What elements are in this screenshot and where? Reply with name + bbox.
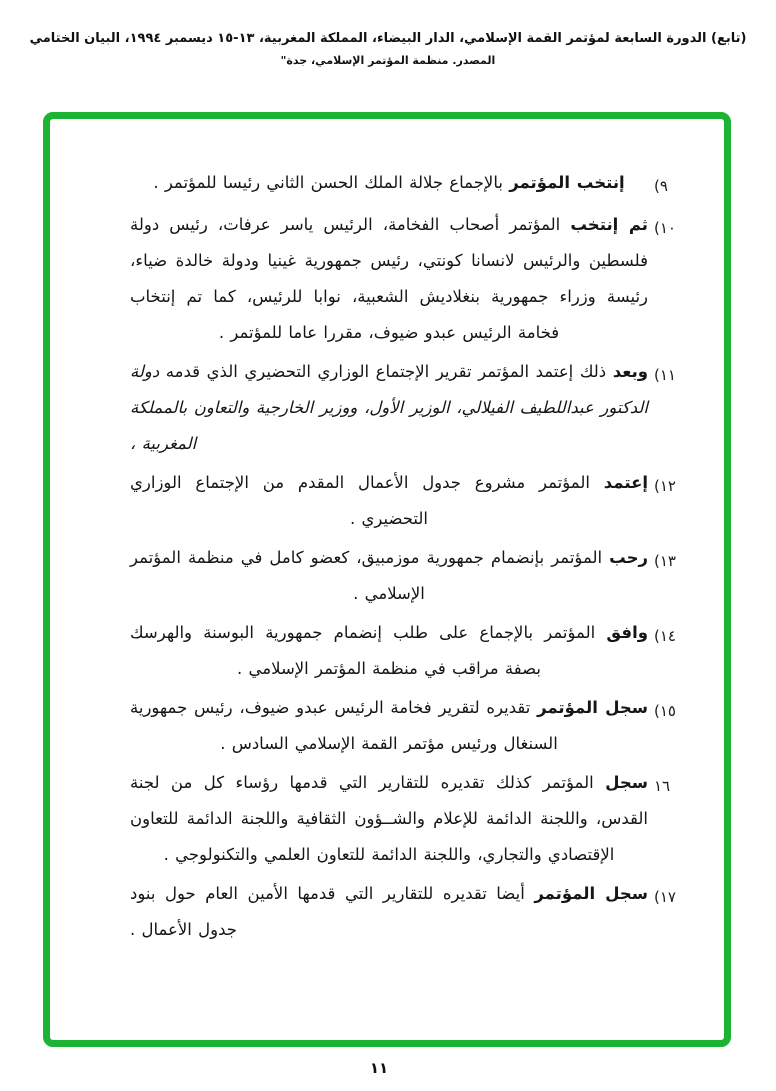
clause-text-9 — [50, 165, 648, 204]
document-title: (تابع) الدورة السابعة لمؤتمر القمة الإسلامي، الدار البيضاء، المملكة المغربية، ١٣-١٥ ديسمبر ١٩٩٤، البيان الختامي — [29, 31, 747, 46]
clause-text-12 — [50, 465, 648, 537]
clause-list — [50, 119, 724, 948]
clause-text-11 — [50, 354, 648, 462]
clause-body-13: المؤتمر بإنضمام جمهورية موزمبيق، كعضو كامل في منظمة المؤتمر الإسلامي . — [130, 548, 603, 603]
clause-lead-12: إعتمد — [603, 473, 648, 492]
clause-lead-16: سجل — [605, 773, 648, 792]
clause-text-10 — [50, 207, 648, 351]
clause-body-12: المؤتمر مشروع جدول الأعمال المقدم من الإجتماع الوزاري التحضيري . — [130, 473, 590, 528]
content-frame — [43, 112, 731, 1047]
clause-item-11 — [50, 354, 724, 462]
clause-item-9 — [50, 165, 724, 204]
clause-lead-15: سجل المؤتمر — [537, 698, 648, 717]
clause-body-10: المؤتمر أصحاب الفخامة، الرئيس ياسر عرفات، رئيس دولة فلسطين والرئيس لانسانا كونتي، رئيس جمهورية غينيا ودولة خالدة ضياء، رئيسة وزراء جمهورية بنغلاديش الشعبية، نوابا للرئيس، كما تم إنتخاب فخامة الرئيس عبدو ضيوف، مقررا عاما للمؤتمر . — [130, 215, 648, 342]
clause-number-13: (١٣ — [654, 552, 676, 570]
clause-text-15 — [50, 690, 648, 762]
clause-lead-14: وافق — [606, 623, 649, 642]
clause-number-17: (١٧ — [654, 888, 676, 906]
clause-lead-17: سجل المؤتمر — [534, 884, 649, 903]
clause-item-15 — [50, 690, 724, 762]
page-number: ١١ — [369, 1059, 389, 1077]
clause-lead-9: إنتخب المؤتمر — [509, 173, 625, 192]
clause-body-17: أيضا تقديره للتقارير التي قدمها الأمين العام حول بنود جدول الأعمال . — [130, 884, 525, 939]
clause-number-11: (١١ — [654, 366, 676, 384]
clause-body-11: ذلك إعتمد المؤتمر تقرير الإجتماع الوزاري التحضيري الذي قدمه — [165, 362, 607, 381]
clause-number-16: ١٦ — [654, 777, 671, 795]
clause-item-16 — [50, 765, 724, 873]
clause-item-17 — [50, 876, 724, 948]
clause-number-12: (١٢ — [654, 477, 676, 495]
clause-body-11-italic: دولة الدكتور عبداللطيف الفيلالي، الوزير الأول، ووزير الخارجية والتعاون بالمملكة المغربية ، — [130, 362, 648, 453]
clause-text-16 — [50, 765, 648, 873]
clause-item-12 — [50, 465, 724, 537]
clause-item-13 — [50, 540, 724, 612]
clause-lead-13: رحب — [609, 548, 649, 567]
clause-text-14 — [50, 615, 648, 687]
document-header — [0, 31, 776, 67]
document-source: المصدر. منظمة المؤتمر الإسلامي، جدة" — [280, 54, 496, 67]
clause-lead-11: وبعد — [612, 362, 649, 381]
clause-text-13 — [50, 540, 648, 612]
clause-number-14: (١٤ — [654, 627, 676, 645]
clause-number-9: (٩ — [654, 177, 668, 195]
clause-body-9: بالإجماع جلالة الملك الحسن الثاني رئيسا للمؤتمر . — [153, 173, 503, 192]
clause-body-14: المؤتمر بالإجماع على طلب إنضمام جمهورية البوسنة والهرسك بصفة مراقب في منظمة المؤتمر الإسلامي . — [130, 623, 596, 678]
clause-body-16: المؤتمر كذلك تقديره للتقارير التي قدمها رؤساء كل من لجنة القدس، واللجنة الدائمة للإعلام والشــؤون الثقافية واللجنة الدائمة للتعاون الإقتصادي والتجاري، واللجنة الدائمة للتعاون العلمي والتكنولوجي . — [130, 773, 648, 864]
clause-number-15: (١٥ — [654, 702, 676, 720]
clause-item-14 — [50, 615, 724, 687]
clause-number-10: (١٠ — [654, 219, 676, 237]
clause-lead-10: ثم إنتخب — [570, 215, 648, 234]
clause-item-10 — [50, 207, 724, 351]
clause-body-15: تقديره لتقرير فخامة الرئيس عبدو ضيوف، رئيس جمهورية السنغال ورئيس مؤتمر القمة الإسلامي السادس . — [130, 698, 558, 753]
clause-text-17 — [50, 876, 648, 948]
